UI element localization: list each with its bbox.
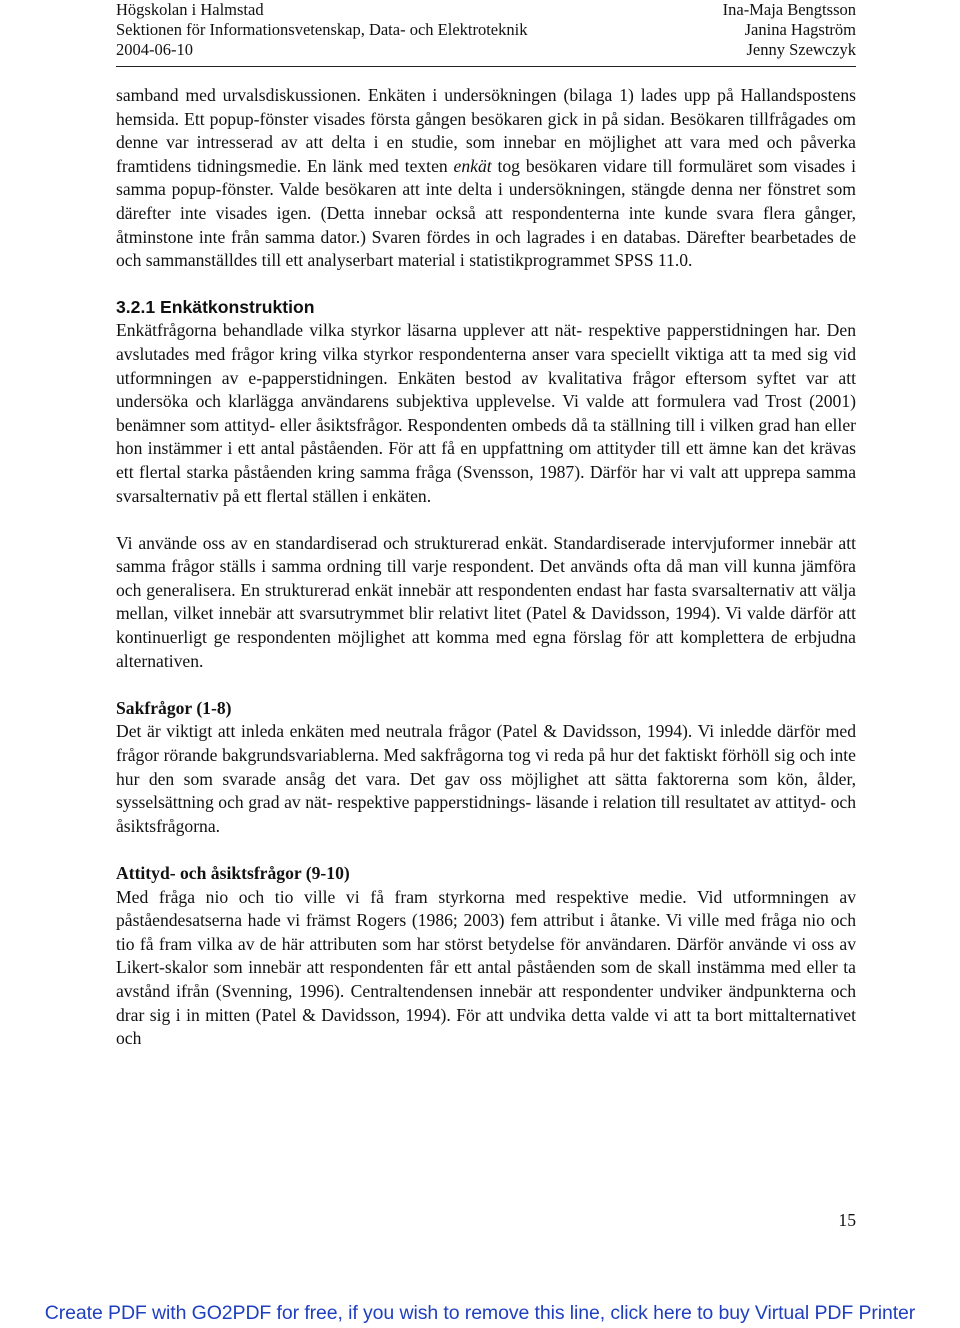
emphasized-word: enkät [453,155,492,176]
paragraph-sakfragor: Det är viktigt att inleda enkäten med neutrala frågor (Patel & Davidsson, 1994). Vi inledde därför med frågor rörande bakgrundsvariablerna. Med sakfrågorna tog vi reda på hur det faktiskt förhöll sig och inte hur den som svarade ansåg det vara. Det gav oss möjlighet att sätta faktorerna som kön, ålder, sysselsättning och grad av nät- respektive papperstidnings- läsande i relation till resultatet av attityd- och åsiktsfrågorna. [116,721,856,836]
header-author-2: Janina Hagström [744,20,856,39]
header-left [116,0,527,60]
section-heading: 3.2.1 Enkätkonstruktion [116,296,315,317]
paragraph-survey-method [116,84,856,273]
header-section: Sektionen för Informationsvetenskap, Data- och Elektroteknik [116,20,528,39]
paragraph-text: samband med urvalsdiskussionen. Enkäten i undersökningen (bilaga 1) lades upp på Hallandspostens hemsida. Ett popup-fönster visades första gången besökaren gick in på sidan. Besökaren tillfrågades om denne var intresserad av att delta i en studie, som innebar en möjlighet att vara med och påverka framtidens tidningsmedie. En länk med texten [116,85,856,176]
go2pdf-footer-link[interactable]: Create PDF with GO2PDF for free, if you wish to remove this line, click here to buy Virtual PDF Printer [44,1302,916,1324]
page-number: 15 [838,1210,856,1230]
header-right [723,0,856,60]
header-institution: Högskolan i Halmstad [116,0,264,19]
paragraph-standardized: Vi använde oss av en standardiserad och strukturerad enkät. Standardiserade intervjuformer innebär att samma frågor ställs i samma ordning till varje respondent. Det används ofta då man vill kunna jämföra och generalisera. En strukturerad enkät innebär att respondenten endast har fasta svarsalternativ att välja mellan, vilket innebär att svarsutrymmet blir relativt litet (Patel & Davidsson, 1994). Vi valde därför att kontinuerligt ge respondenten möjlighet att komma med egna förslag för att komplettera de erbjudna alternativen. [116,532,856,671]
header-author-3: Jenny Szewczyk [746,40,856,59]
subheading-attitydfragor: Attityd- och åsiktsfrågor (9-10) [116,863,350,883]
header-date: 2004-06-10 [116,40,193,59]
subheading-sakfragor: Sakfrågor (1-8) [116,697,232,718]
paragraph-attitydfragor: Med fråga nio och tio ville vi få fram styrkorna med respektive medie. Vid utformningen av påståendesatserna hade vi främst Rogers (1986; 2003) fem attribut i åtanke. Vi ville med fråga nio och tio få fram vilka av de här attributen som har störst betydelse för användaren. Därför använde vi oss av Likert-skalor som innebär att respondenten får ett antal påståenden som de skall instämma med eller ta avstånd ifrån (Svenning, 1996). Centraltendensen innebär att respondenter undviker ändpunkterna och drar sig i in mitten (Patel & Davidsson, 1994). För att undvika detta valde vi att ta bort mittalternativet och [116,886,856,1049]
header-author-1: Ina-Maja Bengtsson [722,0,856,19]
paragraph-text: tog besökaren vidare till formuläret som visades i samma popup-fönster. Valde besökaren att inte delta i undersökningen, stängde denna ner fönstret som därefter inte visades igen. (Detta innebar också att respondenterna inte kunde svara flera gånger, åtminstone inte från samma dator.) Svaren fördes in och lagrades i en databas. Därefter bearbetades de och sammanställdes till ett analyserbart material i statistikprogrammet SPSS 11.0. [116,155,856,271]
paragraph-construction: Enkätfrågorna behandlade vilka styrkor läsarna upplever att nät- respektive papperstidningen har. Den avslutades med frågor kring vilka styrkor respondenterna anser vara speciellt viktiga att ta med sig vid utformningen av e-papperstidningen. Enkäten bestod av kvalitativa frågor eftersom syftet var att undersöka och klarlägga användarens subjektiva upplevelse. Vi valde att formulera vad Trost (2001) benämner som attityd- eller åsiktsfrågor. Respondenten ombeds då ta ställning till i vilken grad han eller hon instämmer i ett antal påståenden. För att få en uppfattning om attityder till ett ämne kan det krävas ett flertal starka påståenden kring samma fråga (Svensson, 1987). Därför har vi valt att upprepa samma svarsalternativ på ett flertal ställen i enkäten. [116,320,856,506]
header-rule [116,66,856,67]
page-body [116,84,856,1051]
